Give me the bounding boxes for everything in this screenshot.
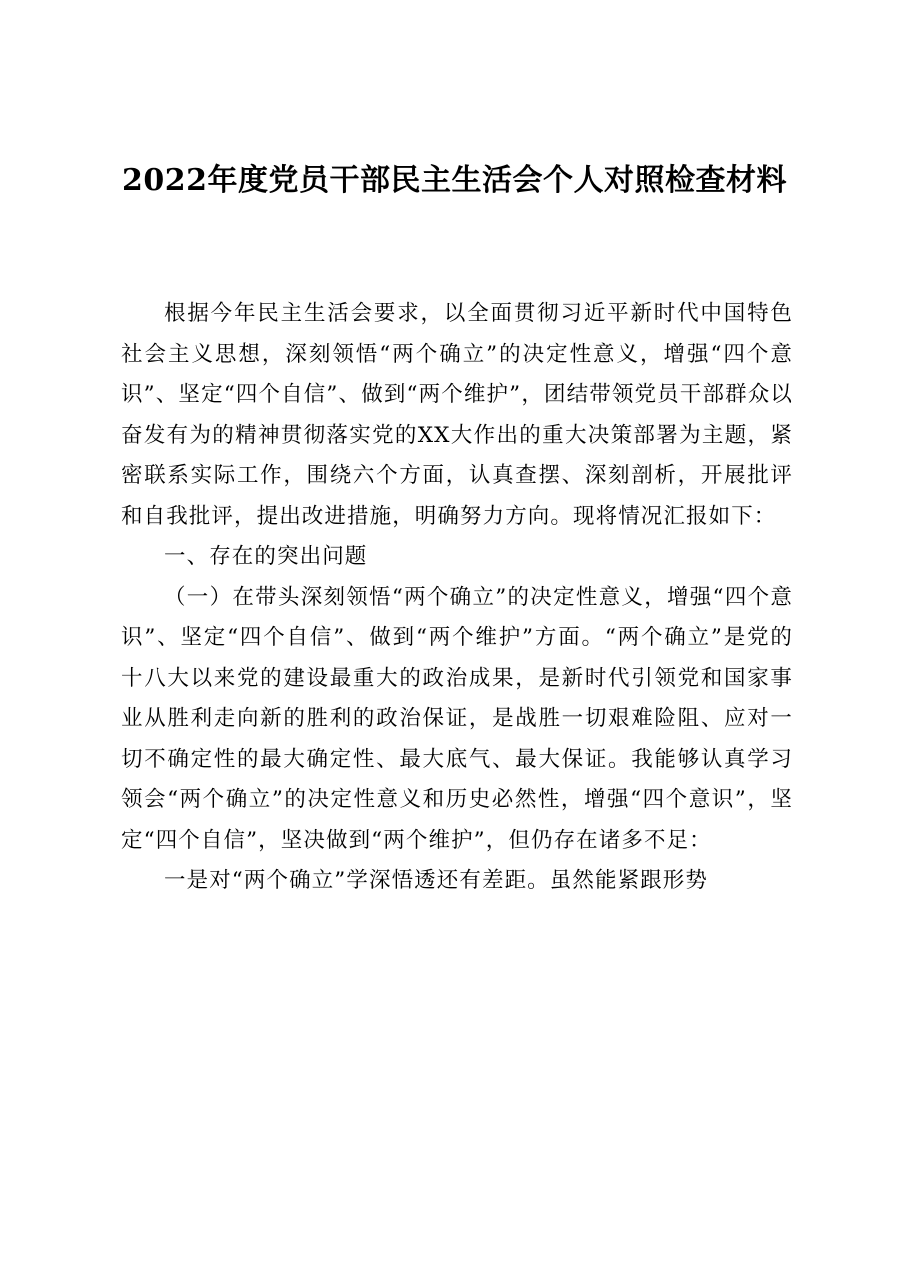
document-title: 2022年度党员干部民主生活会个人对照检查材料 xyxy=(122,163,787,198)
paragraph-point-one: 一是对“两个确立”学深悟透还有差距。虽然能紧跟形势 xyxy=(164,868,708,893)
paragraph-intro: 根据今年民主生活会要求，以全面贯彻习近平新时代中国特色社会主义思想，深刻领悟“两个确立”的决定性意义，增强“四个意识”、坚定“四个自信”、做到“两个维护”，团结带领党员干部群众以奋发有为的精神贯彻落实党的XX大作出的重大决策部署为主题，紧密联系实际工作，围绕六个方面，认真查摆、深刻剖析，开展批评和自我批评，提出改进措施，明确努力方向。现将情况汇报如下： xyxy=(121,301,793,529)
paragraph-section-one: （一）在带头深刻领悟“两个确立”的决定性意义，增强“四个意识”、坚定“四个自信”、做到“两个维护”方面。“两个确立”是党的十八大以来党的建设最重大的政治成果，是新时代引领党和国家事业从胜利走向新的胜利的政治保证，是战胜一切艰难险阻、应对一切不确定性的最大确定性、最大底气、最大保证。我能够认真学习领会“两个确立”的决定性意义和历史必然性，增强“四个意识”，坚定“四个自信”，坚决做到“两个维护”，但仍存在诸多不足： xyxy=(121,584,793,853)
section-heading-problems: 一、存在的突出问题 xyxy=(164,544,368,569)
document-body xyxy=(121,294,793,902)
